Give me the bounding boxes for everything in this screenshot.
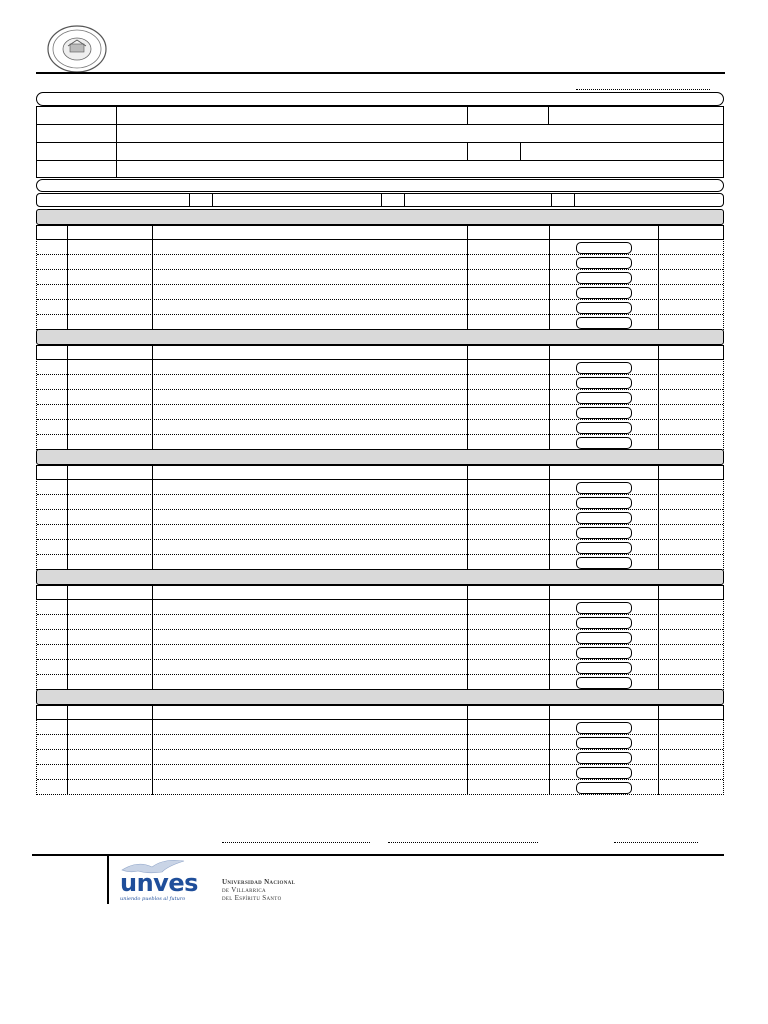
university-name-line1: Universidad Nacional	[222, 878, 296, 886]
row-status-pill[interactable]	[576, 512, 632, 524]
row-status-pill[interactable]	[576, 362, 632, 374]
option-checkbox-2[interactable]	[381, 193, 405, 207]
field-row1-right[interactable]	[549, 108, 722, 123]
row-status-pill[interactable]	[576, 437, 632, 449]
section-2-column-header	[36, 345, 724, 360]
row-status-pill[interactable]	[576, 317, 632, 329]
logo-tagline: uniendo pueblos al futuro	[120, 896, 186, 902]
section-3-column-header	[36, 465, 724, 480]
field-row1-main[interactable]	[117, 108, 466, 123]
footer-rule	[32, 854, 724, 856]
row-status-pill[interactable]	[576, 722, 632, 734]
section-3-table	[36, 465, 724, 570]
section-1-column-header	[36, 225, 724, 240]
section-1-header-bar	[36, 209, 724, 225]
row-status-pill[interactable]	[576, 752, 632, 764]
section-3-header-bar	[36, 449, 724, 465]
row-status-pill[interactable]	[576, 647, 632, 659]
university-seal	[46, 24, 108, 74]
logo-wordmark: unves	[120, 869, 198, 897]
row-status-pill[interactable]	[576, 557, 632, 569]
row-status-pill[interactable]	[576, 617, 632, 629]
footer-vertical-rule	[107, 856, 109, 904]
row-status-pill[interactable]	[576, 302, 632, 314]
info-grid	[36, 106, 724, 178]
row-status-pill[interactable]	[576, 677, 632, 689]
section-4-column-header	[36, 585, 724, 600]
field-row3-mid[interactable]	[468, 143, 519, 159]
row-status-pill[interactable]	[576, 422, 632, 434]
signature-blank-3[interactable]	[614, 842, 698, 843]
row-status-pill[interactable]	[576, 257, 632, 269]
field-row2[interactable]	[117, 125, 722, 141]
row-status-pill[interactable]	[576, 602, 632, 614]
section-2-table	[36, 345, 724, 450]
section-5-column-header	[36, 705, 724, 720]
field-row3-right[interactable]	[521, 143, 722, 159]
header-rule	[36, 72, 725, 74]
university-name-line3: del Espíritu Santo	[222, 894, 282, 902]
section-2-header-bar	[36, 329, 724, 345]
row-status-pill[interactable]	[576, 737, 632, 749]
row-status-pill[interactable]	[576, 662, 632, 674]
university-name-line2: de Villarrica	[222, 886, 266, 894]
seal-icon	[46, 24, 108, 74]
subtitle-bar	[36, 179, 724, 192]
row-status-pill[interactable]	[576, 272, 632, 284]
row-status-pill[interactable]	[576, 287, 632, 299]
university-logo	[118, 858, 318, 906]
option-checkbox-3[interactable]	[551, 193, 575, 207]
field-row1-mid[interactable]	[468, 108, 547, 123]
field-row3-main[interactable]	[117, 143, 466, 159]
signature-blank-2[interactable]	[388, 842, 538, 843]
option-row	[36, 193, 724, 207]
section-5-table	[36, 705, 724, 795]
signature-blank-1[interactable]	[222, 842, 370, 843]
field-row4[interactable]	[117, 161, 722, 177]
row-status-pill[interactable]	[576, 407, 632, 419]
section-4-header-bar	[36, 569, 724, 585]
row-status-pill[interactable]	[576, 527, 632, 539]
row-status-pill[interactable]	[576, 542, 632, 554]
row-status-pill[interactable]	[576, 482, 632, 494]
row-status-pill[interactable]	[576, 782, 632, 794]
section-1-table	[36, 225, 724, 330]
section-4-table	[36, 585, 724, 690]
row-status-pill[interactable]	[576, 242, 632, 254]
row-status-pill[interactable]	[576, 392, 632, 404]
section-5-header-bar	[36, 689, 724, 705]
row-status-pill[interactable]	[576, 377, 632, 389]
date-blank	[576, 89, 710, 90]
option-checkbox-1[interactable]	[189, 193, 213, 207]
row-status-pill[interactable]	[576, 497, 632, 509]
row-status-pill[interactable]	[576, 632, 632, 644]
row-status-pill[interactable]	[576, 767, 632, 779]
form-title-bar	[36, 92, 724, 106]
